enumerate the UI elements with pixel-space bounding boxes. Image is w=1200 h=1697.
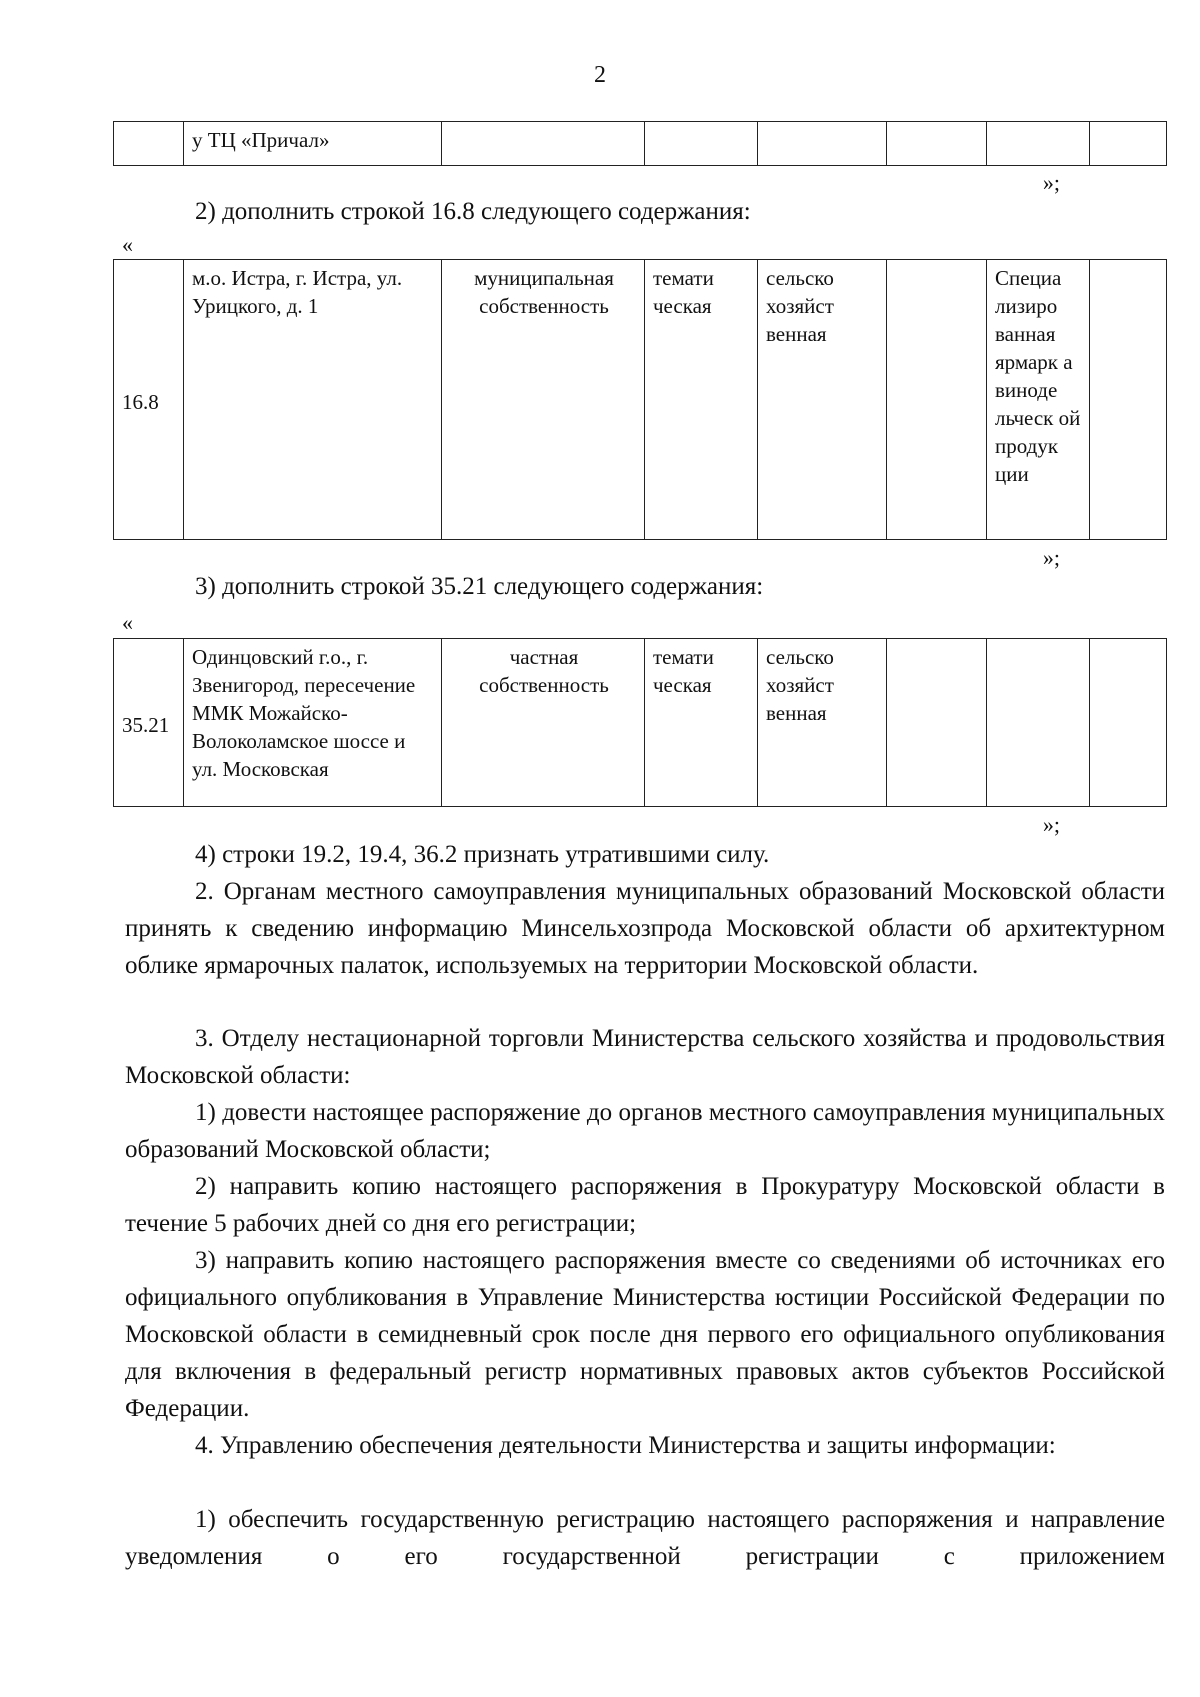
closing-quote: »; — [1042, 545, 1060, 570]
cell-address: м.о. Истра, г. Истра, ул. Урицкого, д. 1 — [184, 260, 442, 540]
cell — [987, 639, 1090, 807]
cell — [1090, 260, 1167, 540]
item-4: 4) строки 19.2, 19.4, 36.2 признать утратившими силу. — [195, 841, 770, 868]
item-3: 3) дополнить строкой 35.21 следующего содержания: — [195, 573, 764, 600]
cell-number: 16.8 — [114, 260, 184, 540]
cell-address: Одинцовский г.о., г. Звенигород, пересечение ММК Можайско-Волоколамское шоссе и ул. Московская — [184, 639, 442, 807]
opening-quote: « — [122, 610, 133, 635]
paragraph-3-3: 3) направить копию настоящего распоряжения вместе со сведениями об источниках его официального опубликования в Управление Министерства юстиции Российской Федерации по Московской области в семидневный срок после дня первого его официального опубликования для включения в федеральный регистр нормативных правовых актов субъектов Российской Федерации. — [125, 1247, 1165, 1422]
closing-quote: »; — [1042, 170, 1060, 195]
cell — [987, 122, 1090, 166]
paragraph-3-2: 2) направить копию настоящего распоряжения в Прокуратуру Московской области в течение 5 рабочих дней со дня его регистрации; — [125, 1173, 1165, 1237]
table-row-16-8 — [113, 259, 1167, 540]
cell-type: темати ческая — [645, 639, 758, 807]
cell-specialization: сельско хозяйст венная — [758, 260, 887, 540]
cell-type: темати ческая — [645, 260, 758, 540]
opening-quote: « — [122, 232, 133, 257]
table-continuation — [113, 121, 1167, 166]
cell-ownership: муниципальная собственность — [442, 260, 645, 540]
cell — [887, 122, 987, 166]
cell — [442, 122, 645, 166]
paragraph-2: 2. Органам местного самоуправления муниципальных образований Московской области принять к сведению информацию Минсельхозпрода Московской области об архитектурном облике ярмарочных палаток, используемых на территории Московской области. — [125, 878, 1165, 979]
cell-address: у ТЦ «Причал» — [184, 122, 442, 166]
cell-specialization: сельско хозяйст венная — [758, 639, 887, 807]
cell — [645, 122, 758, 166]
cell — [887, 639, 987, 807]
cell — [758, 122, 887, 166]
page-number: 2 — [594, 62, 606, 88]
cell — [1090, 639, 1167, 807]
cell — [887, 260, 987, 540]
closing-quote: »; — [1042, 812, 1060, 837]
cell-number: 35.21 — [114, 639, 184, 807]
paragraph-4: 4. Управлению обеспечения деятельности Министерства и защиты информации: — [195, 1432, 1056, 1459]
cell — [114, 122, 184, 166]
paragraph-4-1: 1) обеспечить государственную регистрацию настоящего распоряжения и направление уведомления о его государственной регистрации с приложением — [125, 1506, 1165, 1570]
table-row-35-21 — [113, 638, 1167, 807]
cell-note: Специа лизиро ванная ярмарк а виноде льческ ой продук ции — [987, 260, 1090, 540]
cell-ownership: частная собственность — [442, 639, 645, 807]
paragraph-3-1: 1) довести настоящее распоряжение до органов местного самоуправления муниципальных образований Московской области; — [125, 1099, 1165, 1163]
paragraph-3: 3. Отделу нестационарной торговли Министерства сельского хозяйства и продовольствия Московской области: — [125, 1025, 1165, 1089]
cell — [1090, 122, 1167, 166]
item-2: 2) дополнить строкой 16.8 следующего содержания: — [195, 198, 751, 225]
